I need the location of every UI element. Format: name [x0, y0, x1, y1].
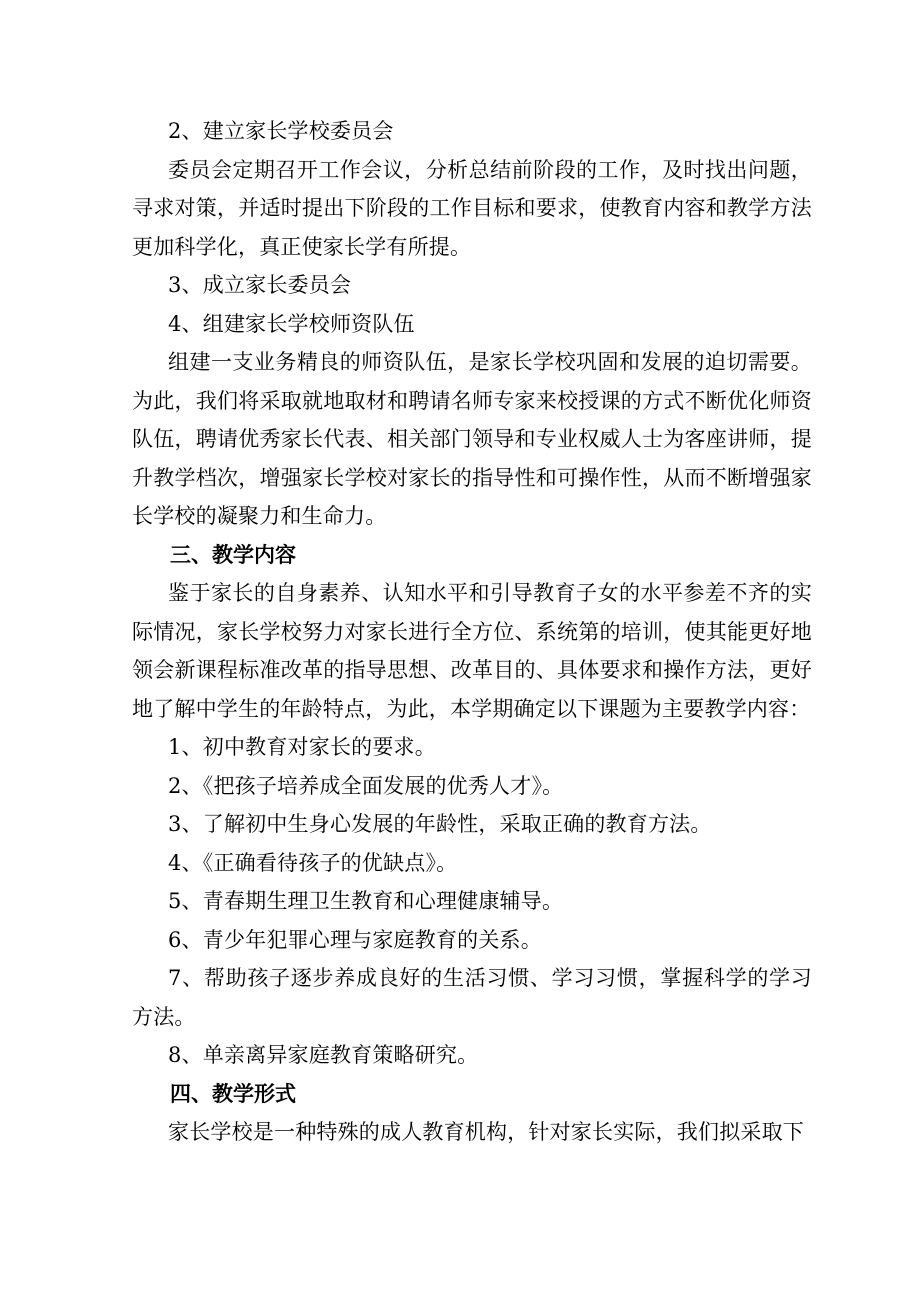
item-4-title: 4、组建家长学校师资队伍 — [168, 311, 415, 336]
section-4-heading: 四、教学形式 — [170, 1081, 296, 1106]
topic-item-8: 8、单亲离异家庭教育策略研究。 — [168, 1043, 479, 1067]
topic-item-4: 4、《正确看待孩子的优缺点》。 — [168, 850, 458, 875]
topic-item-2: 2、《把孩子培养成全面发展的优秀人才》。 — [168, 773, 564, 798]
topic-item-7: 7、帮助孩子逐步养成良好的生活习惯、学习习惯，掌握科学的学习方法。 — [132, 966, 812, 1029]
topic-item-3: 3、了解初中生身心发展的年龄性，采取正确的教育方法。 — [168, 812, 712, 836]
faculty-paragraph: 组建一支业务精良的师资队伍，是家长学校巩固和发展的迫切需要。为此，我们将采取就地取材和聘请名师专家来校授课的方式不断优化师资队伍，聘请优秀家长代表、相关部门领导和专业权威人士为客座讲师，提升教学档次，增强家长学校对家长的指导性和可操作性，从而不断增强家长学校的凝聚力和生命力。 — [132, 350, 812, 528]
topic-item-5: 5、青春期生理卫生教育和心理健康辅导。 — [168, 889, 564, 913]
item-2-title: 2、建立家长学校委员会 — [168, 119, 394, 143]
content-intro-paragraph: 鉴于家长的自身素养、认知水平和引导教育子女的水平参差不齐的实际情况，家长学校努力对家长进行全方位、系统第的培训，使其能更好地领会新课程标准改革的指导思想、改革目的、具体要求和操作方法，更好地了解中学生的年龄特点，为此，本学期确定以下课题为主要教学内容： — [132, 581, 812, 721]
committee-paragraph: 委员会定期召开工作会议，分析总结前阶段的工作，及时找出问题，寻求对策，并适时提出下阶段的工作目标和要求，使教育内容和教学方法更加科学化，真正使家长学有所提。 — [132, 157, 812, 259]
document-body — [132, 112, 812, 1152]
item-3-title: 3、成立家长委员会 — [168, 273, 352, 297]
topic-item-1: 1、初中教育对家长的要求。 — [168, 735, 436, 759]
format-intro-paragraph: 家长学校是一种特殊的成人教育机构，针对家长实际，我们拟采取下 — [168, 1120, 804, 1144]
section-3-heading: 三、教学内容 — [170, 542, 296, 567]
topic-item-6: 6、青少年犯罪心理与家庭教育的关系。 — [168, 927, 542, 952]
